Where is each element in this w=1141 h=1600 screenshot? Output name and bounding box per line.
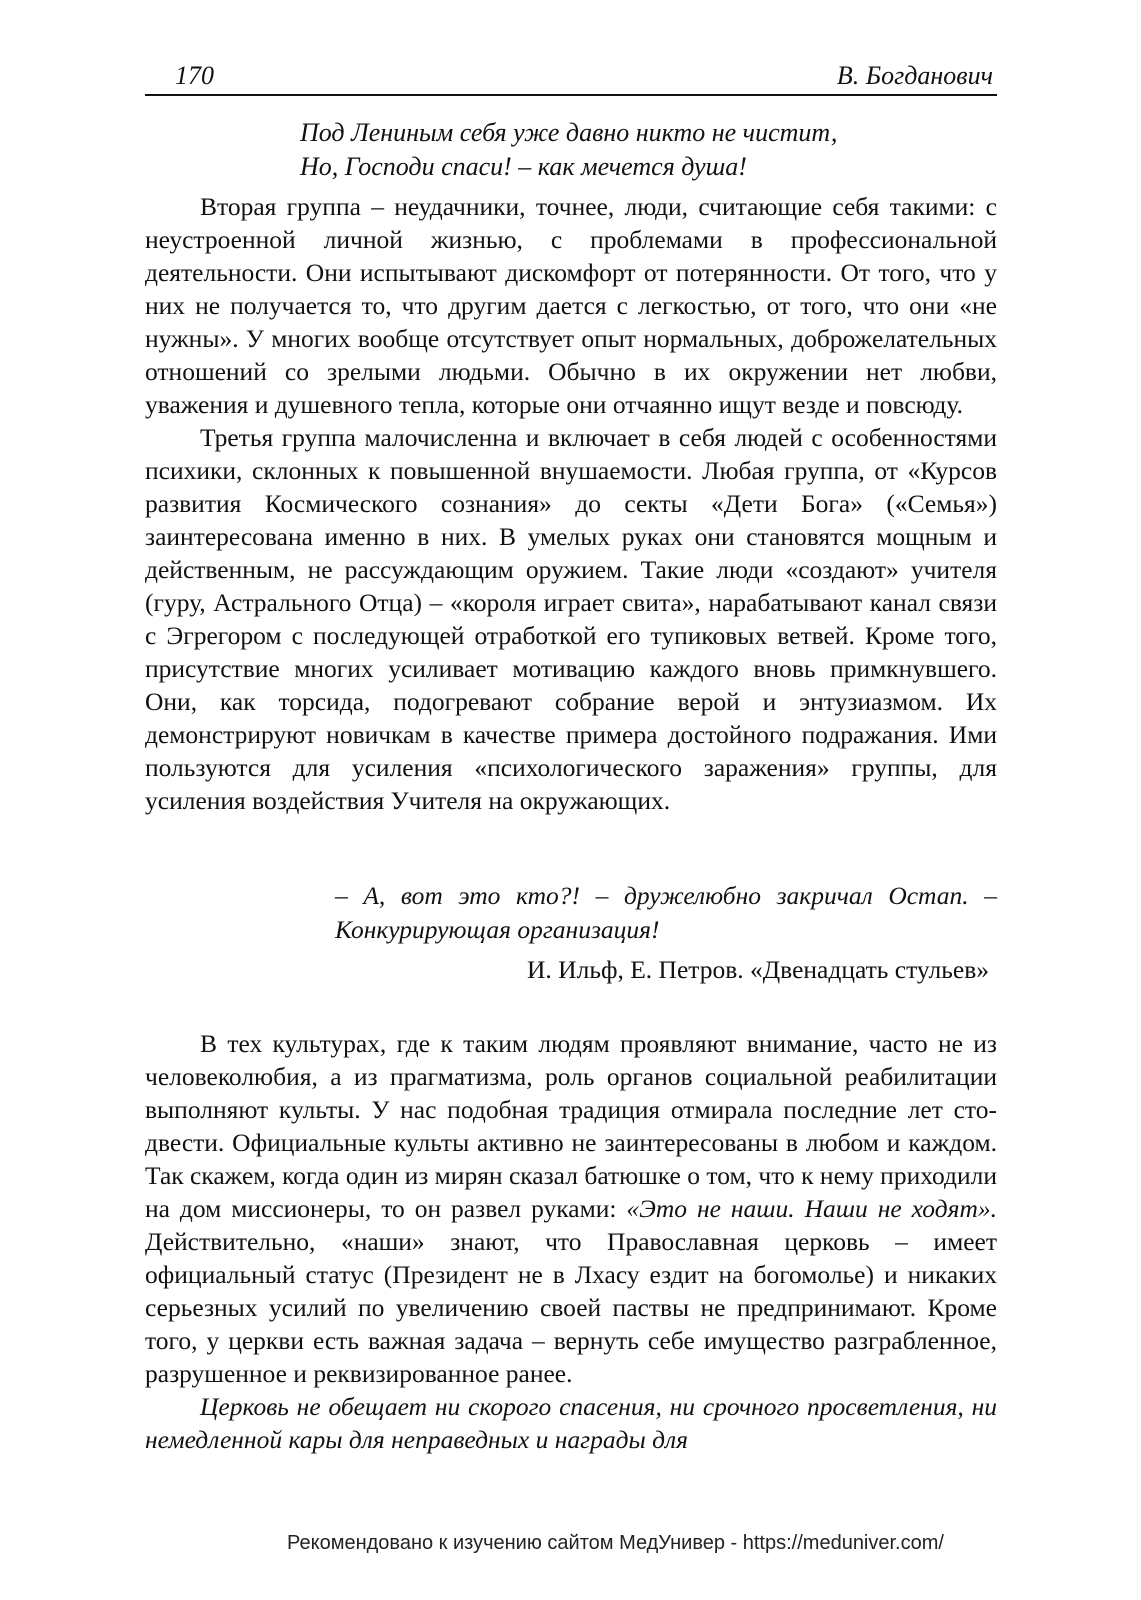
paragraph-text: Действительно, «наши» знают, что Православная церковь – имеет официальный статус (Президент не в Лхасу ездит на богомолье) и никаких серьезных усилий по увеличению своей паствы не предпринимают. Кроме того, у церкви есть важная задача – вернуть себе имущество разграбленное, разрушенное и реквизированное ранее. [145, 1227, 997, 1388]
verse-line: Под Лениным себя уже давно никто не чистит, [300, 118, 838, 147]
verse-epigraph [300, 116, 997, 184]
running-header [145, 60, 997, 96]
author-name: В. Богданович [836, 61, 993, 90]
book-page [145, 60, 997, 1456]
italic-quote: «Это не наши. Наши не ходят». [626, 1194, 997, 1223]
paragraph-text: В тех культурах, где к таким людям проявляют внимание, часто не из человеколюбия, а из прагматизма, роль органов социальной реабилитации выполняют культы. У нас подобная традиция отмирала последние лет сто-двести. Официальные культы активно не заинтересованы в любом и каждом. Так скажем, когда один из мирян сказал батюшке о том, что к нему приходили на дом миссионеры, то он развел руками: [145, 1029, 997, 1223]
epigraph-quote: – А, вот это кто?! – дружелюбно закричал Остап. – Конкурирующая организация! [335, 881, 997, 944]
paragraph-second-group: Вторая группа – неудачники, точнее, люди, считающие себя такими: с неустроенной личной жизнью, с проблемами в профессиональной деятельности. Они испытывают дискомфорт от потерянности. От того, что у них не получается то, что другим дается с легкостью, от того, что они «не нужны». У многих вообще отсутствует опыт нормальных, доброжелательных отношений со зрелыми людьми. Обычно в их окружении нет любви, уважения и душевного тепла, которые они отчаянно ищут везде и повсюду. [145, 192, 997, 419]
paragraph-cultures [145, 1027, 997, 1390]
quote-epigraph [335, 879, 997, 987]
footer-watermark: Рекомендовано к изучению сайтом МедУнивер - https://meduniver.com/ [287, 1532, 944, 1554]
page-number: 170 [175, 61, 214, 90]
paragraph-church: Церковь не обещает ни скорого спасения, ни срочного просветления, ни немедленной кары для неправедных и награды для [145, 1392, 997, 1454]
epigraph-source: И. Ильф, Е. Петров. «Двенадцать стульев» [527, 955, 989, 984]
verse-line: Но, Господи спаси! – как мечется душа! [300, 152, 747, 181]
paragraph-third-group: Третья группа малочисленна и включает в себя людей с особенностями психики, склонных к повышенной внушаемости. Любая группа, от «Курсов развития Космического сознания» до секты «Дети Бога» («Семья») заинтересована именно в них. В умелых руках они становятся мощным и действенным, не рассуждающим оружием. Такие люди «создают» учителя (гуру, Астрального Отца) – «короля играет свита», нарабатывают канал связи с Эгрегором с последующей отработкой его тупиковых ветвей. Кроме того, присутствие многих усиливает мотивацию каждого вновь примкнувшего. Они, как торсида, подогревают собрание верой и энтузиазмом. Их демонстрируют новичкам в качестве примера достойного подражания. Ими пользуются для усиления «психологического заражения» группы, для усиления воздействия Учителя на окружающих. [145, 423, 997, 815]
